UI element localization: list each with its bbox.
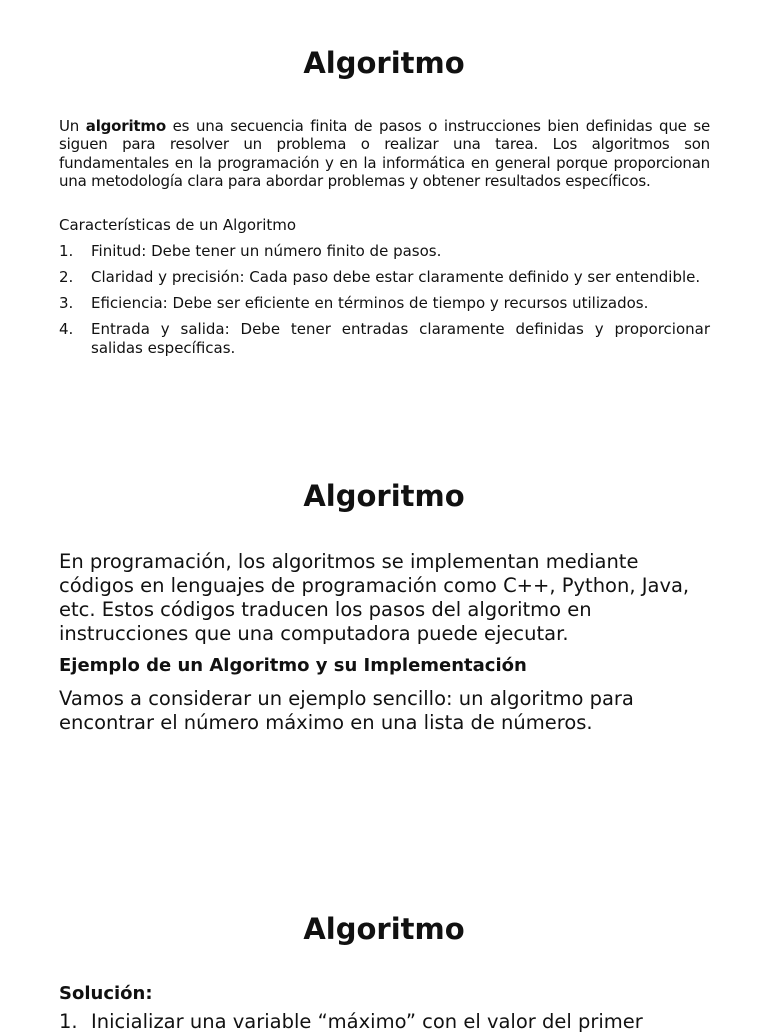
characteristics-heading: Características de un Algoritmo xyxy=(59,216,297,234)
programming-paragraph: En programación, los algoritmos se implementan mediante códigos en lenguajes de programación como C++, Python, Java, etc. Estos códigos traducen los pasos del algoritmo en instrucciones que una computadora puede ejecutar. xyxy=(59,550,690,645)
list-item-text: Claridad y precisión: Cada paso debe estar claramente definido y ser entendible. xyxy=(91,268,701,286)
list-item-number: 2. xyxy=(59,268,74,286)
slide-2-title: Algoritmo xyxy=(303,479,465,513)
intro-bold-term: algoritmo xyxy=(85,117,166,135)
example-subheading: Ejemplo de un Algoritmo y su Implementación xyxy=(59,655,527,676)
list-item-number: 1. xyxy=(59,242,74,260)
list-item xyxy=(59,1010,719,1034)
list-item xyxy=(59,294,710,313)
characteristics-list xyxy=(59,242,710,365)
list-item-text: Inicializar una variable “máximo” con el valor del primer xyxy=(91,1010,643,1033)
intro-paragraph xyxy=(59,117,710,190)
solution-heading: Solución: xyxy=(59,983,153,1004)
list-item-text: Finitud: Debe tener un número finito de pasos. xyxy=(91,242,442,260)
example-paragraph: Vamos a considerar un ejemplo sencillo: un algoritmo para encontrar el número máximo en una lista de números. xyxy=(59,687,634,734)
list-item-text: Eficiencia: Debe ser eficiente en términos de tiempo y recursos utilizados. xyxy=(91,294,649,312)
list-item-text: Entrada y salida: Debe tener entradas claramente definidas y proporcionar salidas específicas. xyxy=(91,320,710,357)
slide-3-title: Algoritmo xyxy=(303,912,465,946)
list-item-number: 3. xyxy=(59,294,74,312)
solution-steps-list xyxy=(59,1010,719,1034)
list-item xyxy=(59,320,710,357)
list-item xyxy=(59,242,710,261)
list-item-number: 1. xyxy=(59,1010,78,1033)
intro-prefix: Un xyxy=(59,117,86,135)
list-item xyxy=(59,268,710,287)
intro-rest: es una secuencia finita de pasos o instrucciones bien definidas que se siguen para resolver un problema o realizar una tarea. Los algoritmos son fundamentales en la programación y en la informática en general porque proporcionan una metodología clara para abordar problemas y obtener resultados específicos. xyxy=(59,117,711,190)
list-item-number: 4. xyxy=(59,320,74,338)
slide-1-title: Algoritmo xyxy=(303,46,465,80)
